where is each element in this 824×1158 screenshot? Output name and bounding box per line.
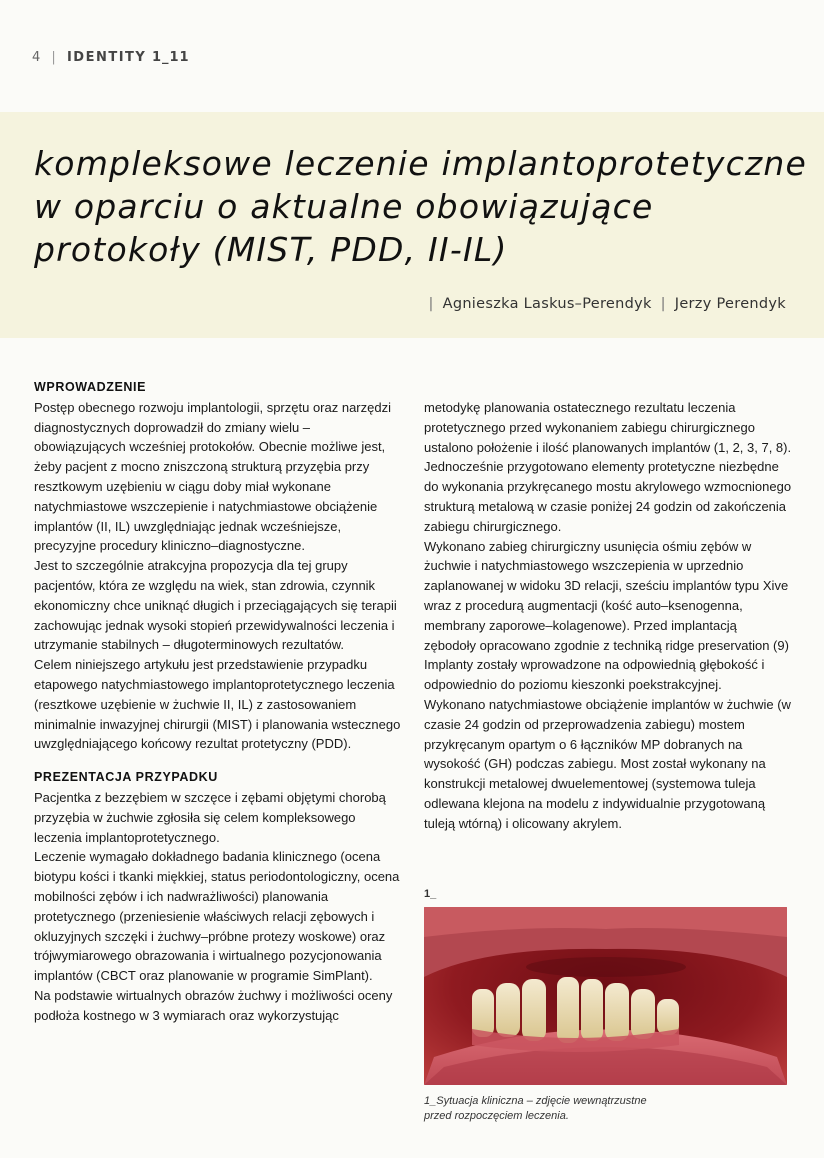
left-column [34, 378, 402, 1026]
title-line-3: protokoły (MIST, PDD, II-IL) [34, 230, 508, 269]
paragraph: Postęp obecnego rozwoju implantologii, sprzętu oraz narzędzi diagnostycznych doprowadził do zmiany wielu – obowiązujących wcześniej protokołów. Obecnie możliwe jest, żeby pacjent z mocno zniszczoną strukturą przyzębia przy resztkowym uzębieniu w ciągu doby miał wykonane natychmiastowe wszczepienie i natychmiastowe obciążenie implantów (II, IL) uwzględniając jednak wcześniejsze, precyzyjne procedury kliniczno–diagnostyczne. [34, 399, 391, 554]
paragraph: Na podstawie wirtualnych obrazów żuchwy i możliwości oceny podłoża kostnego w 3 wymiarach oraz wykorzystując [34, 987, 393, 1023]
running-head [32, 50, 190, 65]
paragraph: Leczenie wymagało dokładnego badania klinicznego (ocena biotypu kości i tkanki miękkiej, status periodontologiczny, ocena mobilności zębów i ich nadwrażliwości) planowania protetycznego (przeniesienie właściwych relacji zębowych i okluzyjnych szczęki i żuchwy–próbne protezy woskowe) oraz trójwymiarowego obrazowania i wirtualnego pozycjonowania implantów (CBCT oraz planowanie w programie SimPlant). [34, 849, 400, 984]
paragraph: Jest to szczególnie atrakcyjna propozycja dla tej grupy pacjentów, która ze względu na wiek, stan zdrowia, czynnik ekonomiczny chce uniknąć długich i przeciągających się terapii zachowując jednak wysoki stopień przewidywalności leczenia i utrzymanie stabilnych – długoterminowych rezultatów. [34, 558, 397, 653]
issue-number: 1_11 [151, 50, 190, 65]
author-2: Jerzy Perendyk [674, 296, 786, 312]
section-heading-introduction: WPROWADZENIE [34, 380, 147, 394]
magazine-name: IDENTITY [66, 50, 147, 65]
paragraph: Wykonano natychmiastowe obciążenie implantów w żuchwie (w czasie 24 godzin od przeprowadzenia zabiegu) mostem przykręcanym opartym o 6 łączników MP dobranych na wysokość (GH) podczas zabiegu. Most został wykonany na konstrukcji metalowej dwuelementowej (systemowa tuleja odlewana klejona na modelu z indywidualnie przygotowaną tuleją wtórną) i olicowany akrylem. [424, 696, 791, 831]
paragraph: metodykę planowania ostatecznego rezultatu leczenia protetycznego przed wykonaniem zabiegu chirurgicznego ustalono położenie i ilość planowanych implantów (1, 2, 3, 7, 8). Jednocześnie przygotowano elementy protetyczne niezbędne do wykonania przykręcanego mostu akrylowego wzmocnionego strukturą metalową w czasie poniżej 24 godzin od zakończenia zabiegu chirurgicznego. [424, 400, 792, 534]
author-separator-1: | [428, 296, 434, 312]
paragraph: Wykonano zabieg chirurgiczny usunięcia ośmiu zębów w żuchwie i natychmiastowego wszczepienia w uprzednio zaplanowanej w widoku 3D relacji, sześciu implantów typu Xive wraz z procedurą augmentacji (kość auto–ksenogenna, membrany zaporowe–kolagenowe). Przed implantacją zębodoły opracowano zgodnie z techniką ridge preservation (9) Implanty zostały wprowadzone na odpowiednią głębokość i odpowiednio do poziomu kieszonki poekstrakcyjnej. [424, 538, 789, 693]
running-head-separator: | [51, 50, 58, 65]
page-number: 4 [32, 50, 42, 65]
section-heading-case: PREZENTACJA PRZYPADKU [34, 770, 218, 785]
caption-line-2: przed rozpoczęciem leczenia. [424, 1110, 569, 1122]
paragraph: Pacjentka z bezzębiem w szczęce i zębami objętymi chorobą przyzębia w żuchwie zgłosiła się celem kompleksowego leczenia implantoprotetycznego. [34, 789, 386, 845]
title-line-1: kompleksowe leczenie implantoprotetyczne [34, 144, 808, 183]
article-title [34, 142, 814, 271]
right-column [424, 398, 792, 834]
author-1: Agnieszka Laskus–Perendyk [442, 296, 652, 312]
title-line-2: w oparciu o aktualne obowiązujące [34, 187, 654, 226]
author-separator-2: | [660, 296, 666, 312]
intraoral-photo [424, 907, 787, 1085]
author-byline [424, 296, 786, 312]
caption-line-1: 1_Sytuacja kliniczna – zdjęcie wewnątrzustne [424, 1095, 647, 1107]
figure-label: 1_ [424, 888, 437, 900]
paragraph: Celem niniejszego artykułu jest przedstawienie przypadku etapowego natychmiastowego implantoprotetycznego leczenia (resztkowe uzębienie w żuchwie II, IL) z zastosowaniem minimalnie inwazyjnej chirurgii (MIST) i planowania wstecznego uwzględniającego końcowy rezultat protetyczny (PDD). [34, 657, 401, 752]
figure-caption [424, 1094, 804, 1124]
